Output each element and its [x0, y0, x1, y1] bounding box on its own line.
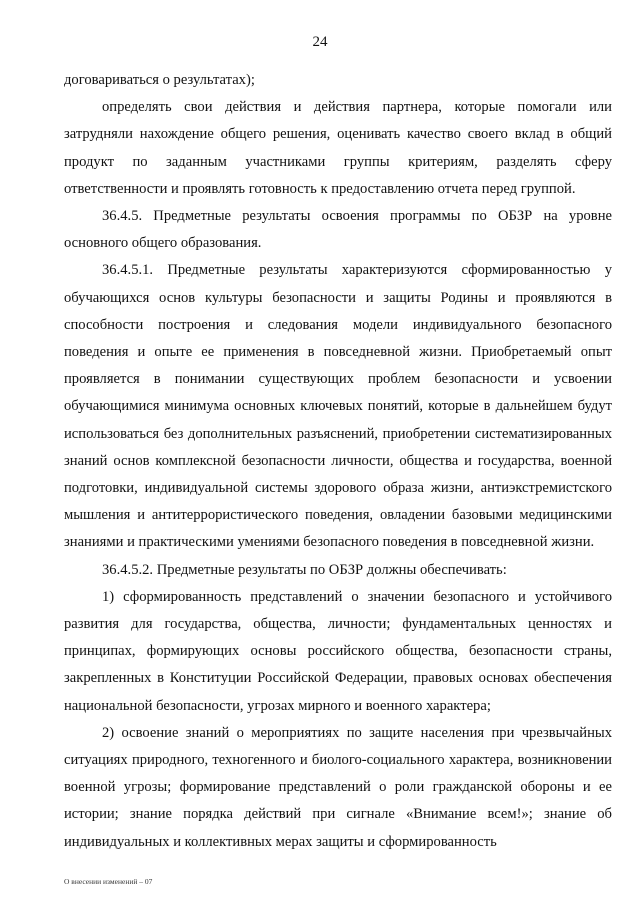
- list-item-2: 2) освоение знаний о мероприятиях по защите населения при чрезвычайных ситуациях природного, техногенного и биолого-социального характера, возникновении военной угрозы; формирование представлений о роли гражданской обороны и ее истории; знание порядка действий при сигнале «Внимание всем!»; знание об индивидуальных и коллективных мерах защиты и сформированность: [64, 724, 612, 850]
- paragraph-continuation: договариваться о результатах);: [64, 72, 255, 88]
- document-body: [64, 67, 612, 856]
- footer-note: О внесении изменений – 07: [64, 877, 153, 886]
- page-number: 24: [312, 34, 328, 50]
- paragraph-36-4-5-1: 36.4.5.1. Предметные результаты характеризуются сформированностью у обучающихся основ культуры безопасности и защиты Родины и проявляются в способности построения и следования модели индивидуального безопасного поведения и опыте ее применения в повседневной жизни. Приобретаемый опыт проявляется в понимании существующих проблем безопасности и усвоении обучающимися минимума основных ключевых понятий, которые в дальнейшем будут использоваться без дополнительных разъяснений, приобретении систематизированных знаний основ комплексной безопасности личности, общества и государства, военной подготовки, индивидуальной системы здорового образа жизни, антиэкстремистского мышления и антитеррористического поведения, овладении базовыми медицинскими знаниями и практическими умениями безопасного поведения в повседневной жизни.: [64, 262, 612, 551]
- list-item-1: 1) сформированность представлений о значении безопасного и устойчивого развития для государства, общества, личности; фундаментальных ценностях и принципах, формирующих основы российского общества, безопасности страны, закрепленных в Конституции Российской Федерации, правовых основах обеспечения национальной безопасности, угрозах мирного и военного характера;: [64, 588, 612, 714]
- paragraph-36-4-5-2: 36.4.5.2. Предметные результаты по ОБЗР должны обеспечивать:: [102, 561, 507, 578]
- paragraph-36-4-5: 36.4.5. Предметные результаты освоения программы по ОБЗР на уровне основного общего образования.: [64, 208, 612, 252]
- paragraph-partner-actions: определять свои действия и действия партнера, которые помогали или затрудняли нахождение общего решения, оценивать качество своего вклад в общий продукт по заданным участниками группы критериям, разделять сферу ответственности и проявлять готовность к предоставлению отчета перед группой.: [64, 99, 612, 197]
